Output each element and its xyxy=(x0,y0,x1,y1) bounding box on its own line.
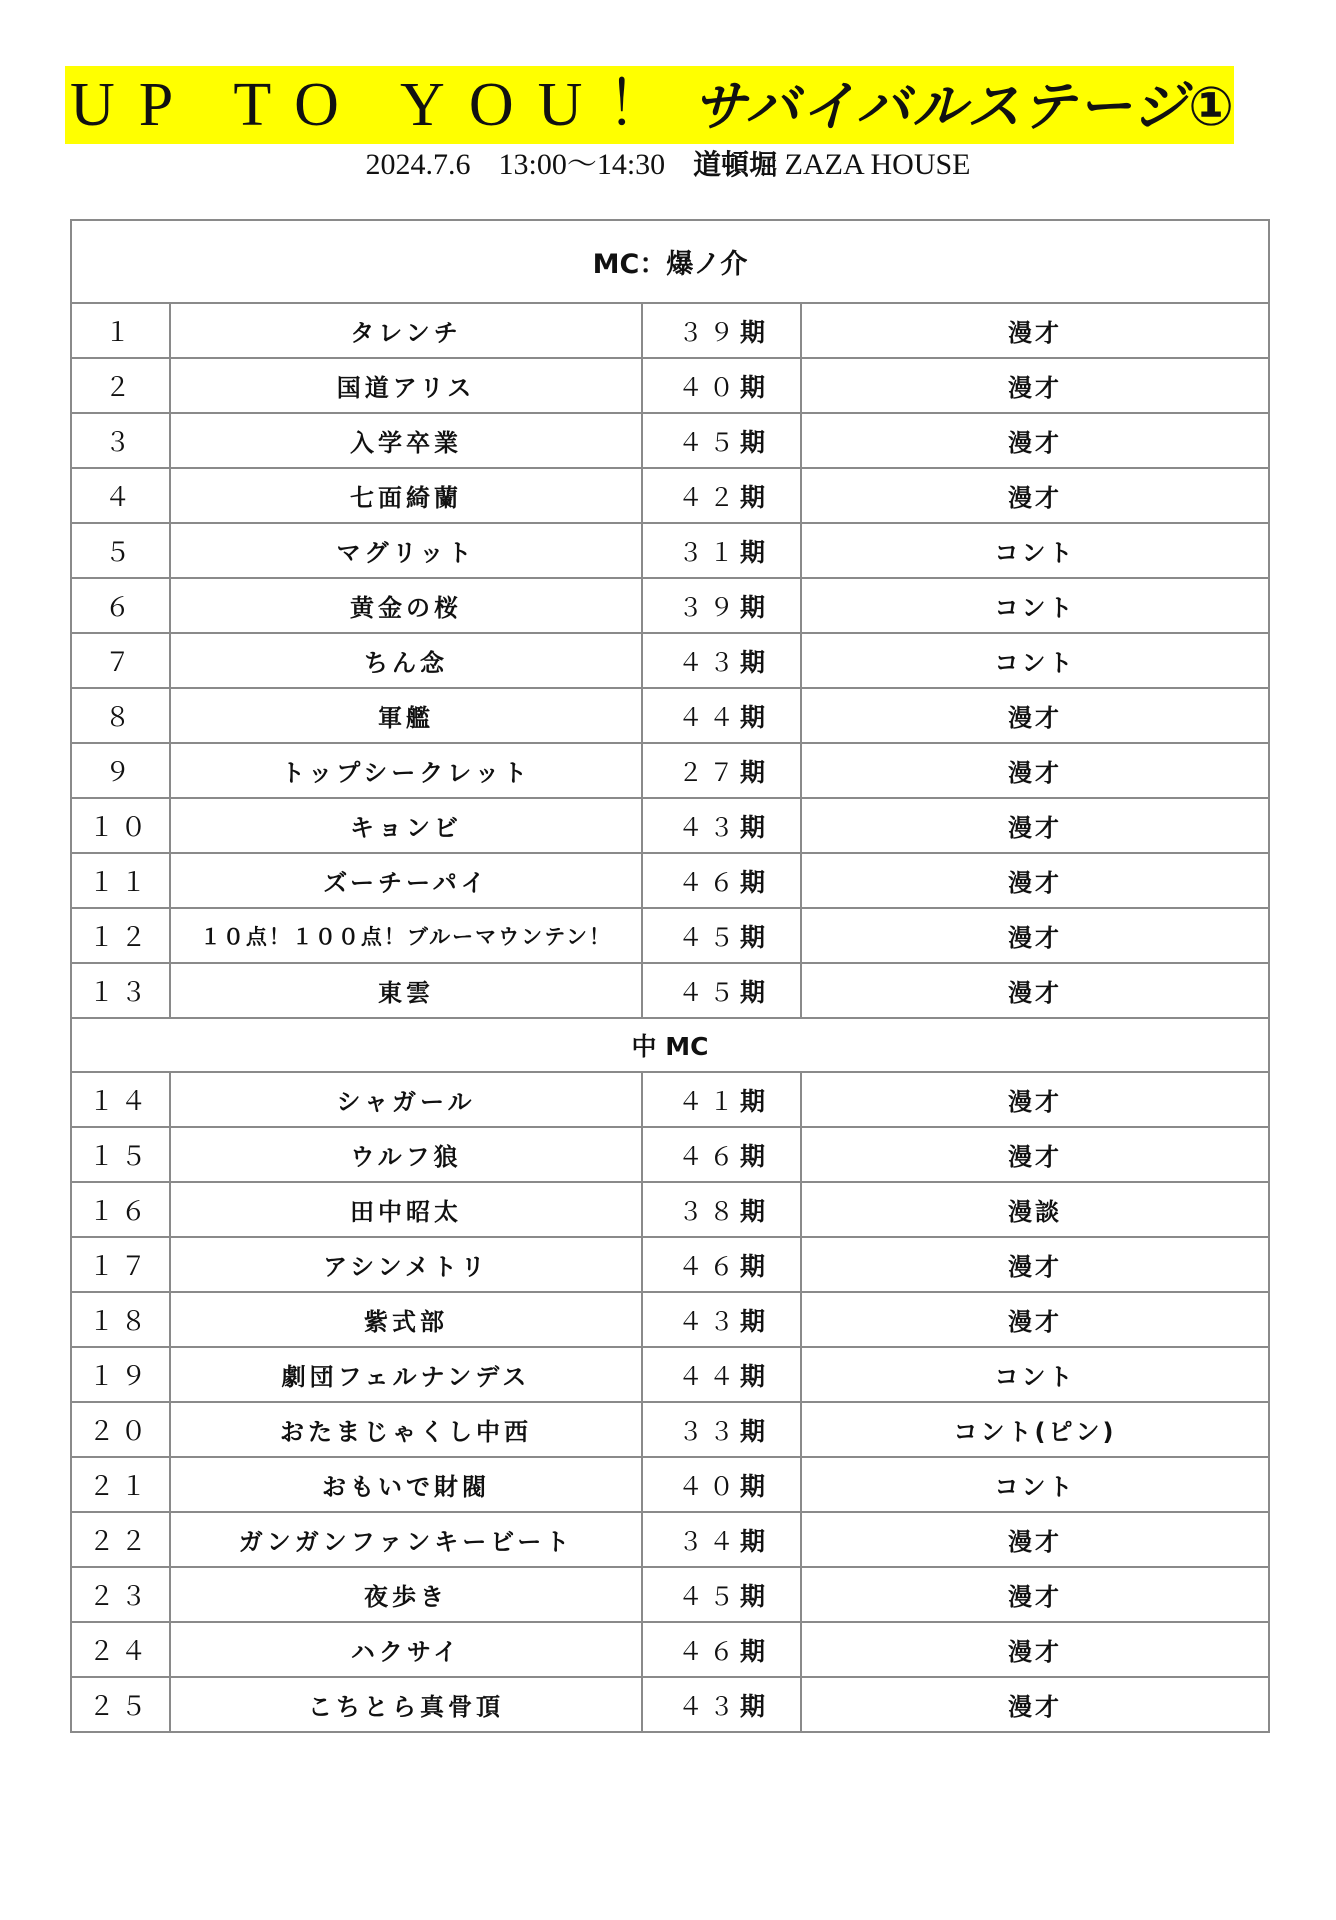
performer-term xyxy=(642,743,801,798)
order-number: １ xyxy=(71,303,170,358)
main-mc: MC：爆ノ介 xyxy=(71,220,1269,303)
performance-type: 漫才 xyxy=(801,1292,1269,1347)
performer-term xyxy=(642,1512,801,1567)
term-number: ３３ xyxy=(677,1416,740,1446)
term-number: ４５ xyxy=(677,427,740,457)
performer-term xyxy=(642,1457,801,1512)
performer-term xyxy=(642,468,801,523)
performer-term xyxy=(642,688,801,743)
table-row xyxy=(71,1292,1269,1347)
performer-term xyxy=(642,798,801,853)
term-number: ２７ xyxy=(677,757,740,787)
term-number: ４５ xyxy=(677,1581,740,1611)
order-number: ２１ xyxy=(71,1457,170,1512)
term-number: ４６ xyxy=(677,867,740,897)
table-row xyxy=(71,1072,1269,1127)
term-suffix: 期 xyxy=(740,812,766,842)
table-row xyxy=(71,523,1269,578)
term-number: ４６ xyxy=(677,1141,740,1171)
performer-name: 入学卒業 xyxy=(170,413,642,468)
performer-name: 国道アリス xyxy=(170,358,642,413)
order-number: １６ xyxy=(71,1182,170,1237)
performer-name: こちとら真骨頂 xyxy=(170,1677,642,1732)
term-suffix: 期 xyxy=(740,1471,766,1501)
performer-term xyxy=(642,1677,801,1732)
term-suffix: 期 xyxy=(740,1306,766,1336)
order-number: ３ xyxy=(71,413,170,468)
performer-name: ズーチーパイ xyxy=(170,853,642,908)
term-suffix: 期 xyxy=(740,1196,766,1226)
performer-name: トップシークレット xyxy=(170,743,642,798)
performer-name: アシンメトリ xyxy=(170,1237,642,1292)
performer-name: ガンガンファンキービート xyxy=(170,1512,642,1567)
order-number: ２５ xyxy=(71,1677,170,1732)
term-number: ４１ xyxy=(677,1086,740,1116)
table-row xyxy=(71,1457,1269,1512)
performance-type: コント xyxy=(801,523,1269,578)
performer-name: マグリット xyxy=(170,523,642,578)
lineup-table xyxy=(70,219,1270,1733)
table-row xyxy=(71,908,1269,963)
performance-type: コント xyxy=(801,578,1269,633)
performance-type: 漫才 xyxy=(801,1567,1269,1622)
term-number: ４６ xyxy=(677,1636,740,1666)
order-number: ２４ xyxy=(71,1622,170,1677)
performance-type: 漫才 xyxy=(801,798,1269,853)
term-suffix: 期 xyxy=(740,537,766,567)
table-row xyxy=(71,358,1269,413)
table-row xyxy=(71,1182,1269,1237)
performance-type: 漫才 xyxy=(801,358,1269,413)
table-row xyxy=(71,688,1269,743)
term-suffix: 期 xyxy=(740,977,766,1007)
performer-name: 七面綺蘭 xyxy=(170,468,642,523)
term-suffix: 期 xyxy=(740,317,766,347)
performer-term xyxy=(642,853,801,908)
term-number: ３９ xyxy=(677,317,740,347)
order-number: １５ xyxy=(71,1127,170,1182)
performance-type: 漫才 xyxy=(801,1072,1269,1127)
performance-type: 漫才 xyxy=(801,1677,1269,1732)
term-number: ４３ xyxy=(677,1306,740,1336)
performer-name: 東雲 xyxy=(170,963,642,1018)
term-number: ３４ xyxy=(677,1526,740,1556)
order-number: ７ xyxy=(71,633,170,688)
performer-term xyxy=(642,523,801,578)
term-suffix: 期 xyxy=(740,1251,766,1281)
table-row xyxy=(71,743,1269,798)
order-number: ２２ xyxy=(71,1512,170,1567)
performer-term xyxy=(642,1347,801,1402)
performer-name: キョンビ xyxy=(170,798,642,853)
term-suffix: 期 xyxy=(740,1691,766,1721)
term-suffix: 期 xyxy=(740,647,766,677)
performer-name: 紫式部 xyxy=(170,1292,642,1347)
term-suffix: 期 xyxy=(740,1361,766,1391)
performer-term xyxy=(642,1622,801,1677)
table-row xyxy=(71,468,1269,523)
order-number: ５ xyxy=(71,523,170,578)
term-number: ４４ xyxy=(677,1361,740,1391)
term-suffix: 期 xyxy=(740,1636,766,1666)
term-suffix: 期 xyxy=(740,1416,766,1446)
order-number: １１ xyxy=(71,853,170,908)
performer-name: 夜歩き xyxy=(170,1567,642,1622)
order-number: １４ xyxy=(71,1072,170,1127)
performer-name: ウルフ狼 xyxy=(170,1127,642,1182)
table-row xyxy=(71,1127,1269,1182)
order-number: ９ xyxy=(71,743,170,798)
order-number: １３ xyxy=(71,963,170,1018)
performer-name: 劇団フェルナンデス xyxy=(170,1347,642,1402)
performance-type: 漫才 xyxy=(801,413,1269,468)
table-row xyxy=(71,413,1269,468)
order-number: １９ xyxy=(71,1347,170,1402)
page-title xyxy=(70,66,1237,144)
performer-term xyxy=(642,303,801,358)
performance-type: コント xyxy=(801,633,1269,688)
performer-name: おもいで財閥 xyxy=(170,1457,642,1512)
term-suffix: 期 xyxy=(740,1526,766,1556)
performer-name: 軍艦 xyxy=(170,688,642,743)
performance-type: 漫才 xyxy=(801,1622,1269,1677)
title-english: UP TO YOU！ xyxy=(70,71,693,139)
term-number: ３１ xyxy=(677,537,740,567)
term-suffix: 期 xyxy=(740,757,766,787)
event-date: 2024.7.6 xyxy=(365,148,471,181)
order-number: １２ xyxy=(71,908,170,963)
performer-term xyxy=(642,1127,801,1182)
venue-area: 道頓堀 xyxy=(693,148,778,181)
order-number: ２３ xyxy=(71,1567,170,1622)
table-row xyxy=(71,1347,1269,1402)
performer-name: シャガール xyxy=(170,1072,642,1127)
term-number: ４６ xyxy=(677,1251,740,1281)
order-number: １８ xyxy=(71,1292,170,1347)
performance-type: 漫才 xyxy=(801,743,1269,798)
term-suffix: 期 xyxy=(740,867,766,897)
term-number: ４５ xyxy=(677,977,740,1007)
term-suffix: 期 xyxy=(740,1141,766,1171)
performer-name: ハクサイ xyxy=(170,1622,642,1677)
term-suffix: 期 xyxy=(740,1086,766,1116)
term-suffix: 期 xyxy=(740,922,766,952)
performer-term xyxy=(642,633,801,688)
performance-type: 漫才 xyxy=(801,303,1269,358)
performer-term xyxy=(642,1237,801,1292)
term-number: ４４ xyxy=(677,702,740,732)
table-row xyxy=(71,1237,1269,1292)
mid-mc: 中 MC xyxy=(71,1018,1269,1072)
term-number: ３９ xyxy=(677,592,740,622)
performer-term xyxy=(642,1182,801,1237)
performance-type: コント xyxy=(801,1457,1269,1512)
performer-term xyxy=(642,1292,801,1347)
term-number: ４０ xyxy=(677,1471,740,1501)
performer-name: 田中昭太 xyxy=(170,1182,642,1237)
performance-type: 漫才 xyxy=(801,963,1269,1018)
performance-type: 漫才 xyxy=(801,1512,1269,1567)
performer-term xyxy=(642,1402,801,1457)
performance-type: 漫談 xyxy=(801,1182,1269,1237)
performer-name: ちん念 xyxy=(170,633,642,688)
term-number: ４３ xyxy=(677,647,740,677)
table-row xyxy=(71,578,1269,633)
venue-name: ZAZA HOUSE xyxy=(784,148,971,181)
term-number: ４３ xyxy=(677,812,740,842)
order-number: ４ xyxy=(71,468,170,523)
table-row xyxy=(71,1567,1269,1622)
order-number: ２ xyxy=(71,358,170,413)
table-row xyxy=(71,963,1269,1018)
performer-name: おたまじゃくし中西 xyxy=(170,1402,642,1457)
term-number: ３８ xyxy=(677,1196,740,1226)
order-number: ８ xyxy=(71,688,170,743)
table-row xyxy=(71,1402,1269,1457)
term-number: ４５ xyxy=(677,922,740,952)
performer-term xyxy=(642,908,801,963)
term-number: ４０ xyxy=(677,372,740,402)
event-info xyxy=(0,147,1336,183)
performance-type: 漫才 xyxy=(801,468,1269,523)
mc-row xyxy=(71,220,1269,303)
performer-term xyxy=(642,1567,801,1622)
performer-name: 黄金の桜 xyxy=(170,578,642,633)
performer-name: タレンチ xyxy=(170,303,642,358)
performance-type: 漫才 xyxy=(801,1127,1269,1182)
performance-type: コント xyxy=(801,1347,1269,1402)
term-number: ４３ xyxy=(677,1691,740,1721)
performance-type: コント(ピン) xyxy=(801,1402,1269,1457)
performance-type: 漫才 xyxy=(801,688,1269,743)
performance-type: 漫才 xyxy=(801,1237,1269,1292)
performer-term xyxy=(642,358,801,413)
performer-term xyxy=(642,1072,801,1127)
table-row xyxy=(71,1677,1269,1732)
performer-term xyxy=(642,578,801,633)
term-suffix: 期 xyxy=(740,482,766,512)
term-suffix: 期 xyxy=(740,427,766,457)
order-number: ６ xyxy=(71,578,170,633)
term-suffix: 期 xyxy=(740,372,766,402)
term-number: ４２ xyxy=(677,482,740,512)
table-row xyxy=(71,853,1269,908)
mid-mc-row xyxy=(71,1018,1269,1072)
event-time: 13:00～14:30 xyxy=(498,148,666,181)
table-row xyxy=(71,1512,1269,1567)
table-row xyxy=(71,1622,1269,1677)
order-number: １７ xyxy=(71,1237,170,1292)
term-suffix: 期 xyxy=(740,702,766,732)
performer-term xyxy=(642,963,801,1018)
table-row xyxy=(71,303,1269,358)
term-suffix: 期 xyxy=(740,592,766,622)
table-row xyxy=(71,798,1269,853)
title-japanese: サバイバルステージ① xyxy=(692,75,1237,138)
performance-type: 漫才 xyxy=(801,908,1269,963)
performance-type: 漫才 xyxy=(801,853,1269,908)
performer-name: １０点！１００点！ブルーマウンテン！ xyxy=(170,908,642,963)
order-number: ２０ xyxy=(71,1402,170,1457)
table-row xyxy=(71,633,1269,688)
term-suffix: 期 xyxy=(740,1581,766,1611)
performer-term xyxy=(642,413,801,468)
order-number: １０ xyxy=(71,798,170,853)
